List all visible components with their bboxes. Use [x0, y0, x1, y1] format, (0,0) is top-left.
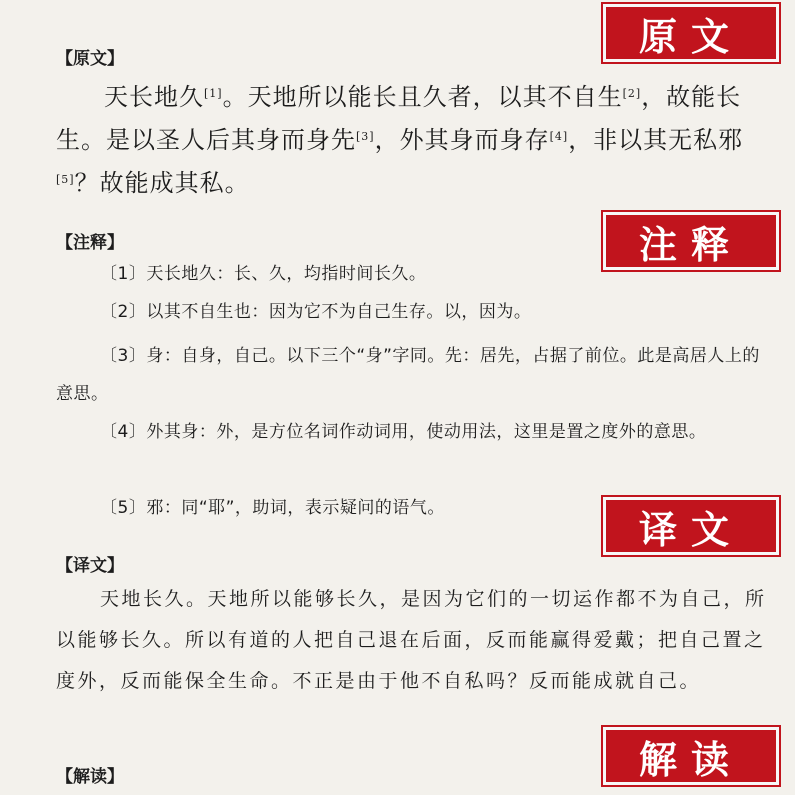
note-marker: [2] — [622, 87, 642, 100]
badge-notes: 注释 — [603, 212, 779, 270]
badge-translation: 译文 — [603, 497, 779, 555]
note-1: 〔1〕天长地久：长、久，均指时间长久。 — [100, 264, 427, 284]
note-marker: [3] — [356, 130, 375, 143]
original-segment: ？故能成其私。 — [74, 169, 250, 197]
note-3: 〔3〕身：自身，自己。以下三个“身”字同。先：居先，占据了前位。此是高居人上的意思。 — [56, 346, 760, 404]
note-marker: [1] — [204, 87, 223, 100]
original-segment: 。天地所以能长且久者，以其不自生 — [222, 83, 623, 111]
note-2: 〔2〕以其不自生也：因为它不为自己生存。以，因为。 — [100, 302, 532, 322]
original-segment: ，故能长生。是以圣人后其身而身先 — [56, 83, 742, 154]
original-segment: ，非以其无私邪 — [568, 126, 744, 154]
section-header-original: 【原文】 — [56, 49, 124, 69]
note-4: 〔4〕外其身：外，是方位名词作动词用，使动用法，这里是置之度外的意思。 — [100, 422, 707, 442]
original-text — [56, 76, 768, 205]
section-header-interpretation: 【解读】 — [56, 767, 124, 787]
note-5: 〔5〕邪：同“耶”，助词，表示疑问的语气。 — [100, 498, 445, 518]
section-header-notes: 【注释】 — [56, 233, 124, 253]
note-marker: [4] — [549, 130, 569, 143]
section-header-translation: 【译文】 — [56, 556, 124, 576]
original-segment: ，外其身而身存 — [374, 126, 550, 154]
badge-original: 原文 — [603, 4, 779, 62]
note-marker: [5] — [56, 173, 75, 186]
original-segment: 天长地久 — [104, 83, 204, 111]
badge-interpretation: 解读 — [603, 727, 779, 785]
translation-text: 天地长久。天地所以能够长久，是因为它们的一切运作都不为自己，所以能够长久。所以有道的人把自己退在后面，反而能赢得爱戴；把自己置之度外，反而能保全生命。不正是由于他不自私吗？反而能成就自己。 — [56, 588, 767, 692]
